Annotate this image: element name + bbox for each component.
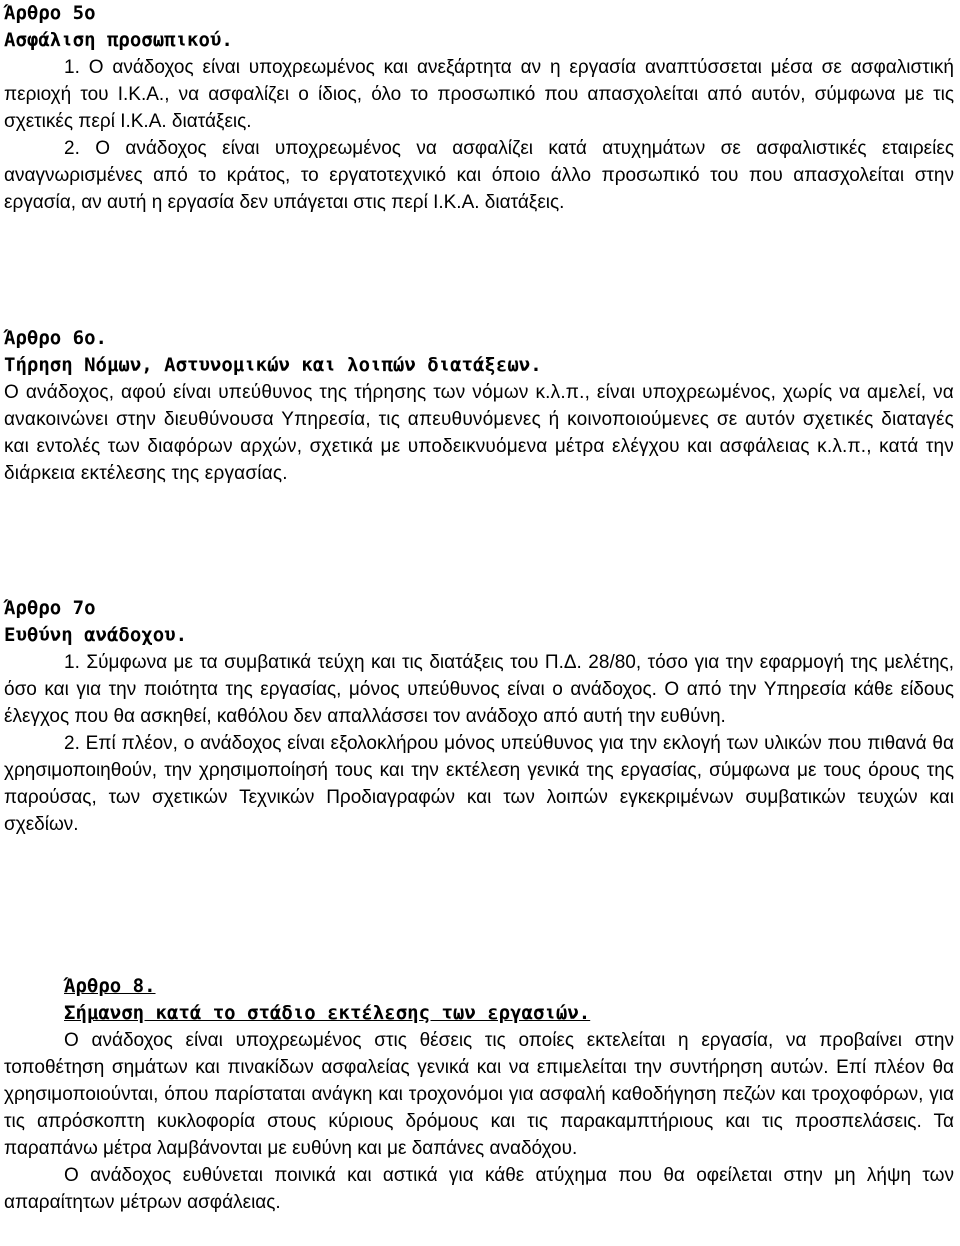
article-paragraph: 2. Ο ανάδοχος είναι υποχρεωμένος να ασφαλίζει κατά ατυχημάτων σε ασφαλιστικές εταιρείες αναγνωρισμένες από το κράτος, το εργατοτεχνικό και όποιο άλλο προσωπικό του που απασχολείται στην εργασία, αν αυτή η εργασία δεν υπάγεται στις περί Ι.Κ.Α. διατάξεις. xyxy=(4,138,954,213)
article-paragraph: 2. Επί πλέον, ο ανάδοχος είναι εξολοκλήρου μόνος υπεύθυνος για την εκλογή των υλικών που πιθανά θα χρησιμοποιηθούν, την χρησιμοποίησή τους και την εκτέλεση γενικά της εργασίας, σύμφωνα με τους όρους της παρούσας, των σχετικών Τεχνικών Προδιαγραφών και των λοιπών εγκεκριμένων συμβατικών τευχών και σχεδίων. xyxy=(4,733,954,835)
article-5 xyxy=(4,0,954,216)
article-paragraph: 1. Σύμφωνα με τα συμβατικά τεύχη και τις διατάξεις του Π.Δ. 28/80, τόσο για την εφαρμογή της μελέτης, όσο και για την ποιότητα της εργασίας, μόνος υπεύθυνος είναι ο ανάδοχος. Ο από την Υπηρεσία κάθε είδους έλεγχος που θα ασκηθεί, καθόλου δεν απαλλάσσει τον ανάδοχο από αυτή την ευθύνη. xyxy=(4,652,954,727)
article-7 xyxy=(4,595,954,838)
article-number: Άρθρο 7ο xyxy=(4,597,96,619)
article-paragraph: Ο ανάδοχος, αφού είναι υπεύθυνος της τήρησης των νόμων κ.λ.π., είναι υποχρεωμένος, χωρίς να αμελεί, να ανακοινώνει στην διευθύνουσα Υπηρεσία, τις απευθυνόμενες ή κοινοποιούμενες σε αυτόν σχετικές διαταγές και εντολές των διαφόρων αρχών, σχετικά με υποδεικνυόμενα μέτρα ελέγχου και ασφάλειας κ.λ.π., κατά την διάρκεια εκτέλεσης της εργασίας. xyxy=(4,382,954,484)
article-paragraph: Ο ανάδοχος ευθύνεται ποινικά και αστικά για κάθε ατύχημα που θα οφείλεται στην μη λήψη των απαραίτητων μέτρων ασφάλειας. xyxy=(4,1165,954,1213)
article-paragraph: 1. Ο ανάδοχος είναι υποχρεωμένος και ανεξάρτητα αν η εργασία αναπτύσσεται μέσα σε ασφαλιστική περιοχή του Ι.Κ.Α., να ασφαλίζει ο ίδιος, όλο το προσωπικό που απασχολείται από αυτόν, σύμφωνα με τις σχετικές περί Ι.Κ.Α. διατάξεις. xyxy=(4,57,954,132)
article-title: Τήρηση Νόμων, Αστυνομικών και λοιπών διατάξεων. xyxy=(4,354,542,376)
article-6 xyxy=(4,325,954,487)
article-paragraph: Ο ανάδοχος είναι υποχρεωμένος στις θέσεις τις οποίες εκτελείται η εργασία, να προβαίνει στην τοποθέτηση σημάτων και πινακίδων ασφαλείας γενικά και να επιμελείται την συντήρηση αυτών. Επί πλέον θα χρησιμοποιούνται, όπου παρίσταται ανάγκη και τροχονόμοι για ασφαλή καθοδήγηση πεζών και τροχοφόρων, για τις απρόσκοπτη κυκλοφορία στους κύριους δρόμους και τις παρακαμπτήριους και τις προσπελάσεις. Τα παραπάνω μέτρα λαμβάνονται με ευθύνη και με δαπάνες αναδόχου. xyxy=(4,1030,954,1159)
article-number: Άρθρο 6ο. xyxy=(4,327,107,349)
article-title: Ασφάλιση προσωπικού. xyxy=(4,29,233,51)
article-number: Άρθρο 8. xyxy=(64,975,156,997)
article-title: Ευθύνη ανάδοχου. xyxy=(4,624,188,646)
article-title: Σήμανση κατά το στάδιο εκτέλεσης των εργασιών. xyxy=(64,1002,591,1024)
article-number: Άρθρο 5ο xyxy=(4,2,96,24)
article-8 xyxy=(4,973,954,1216)
